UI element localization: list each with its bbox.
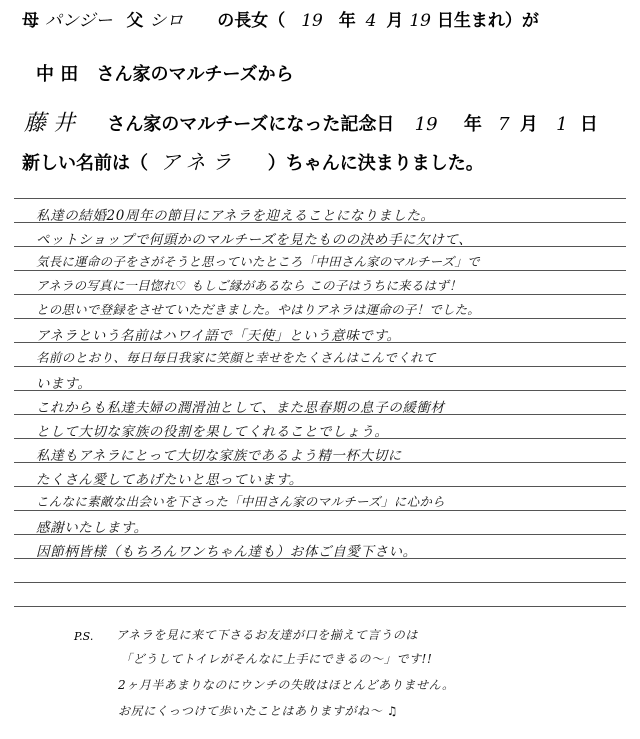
body-line: 気長に運命の子をさがそうと思っていたところ「中田さん家のマルチーズ」で — [36, 254, 480, 269]
ruled-line — [14, 582, 626, 583]
mother-label: 母 — [22, 11, 39, 31]
ruled-line — [14, 510, 626, 511]
birth-day: 19 — [409, 11, 431, 31]
adoption-year-unit: 年 — [463, 114, 482, 135]
ruled-line — [14, 390, 626, 391]
adoption-day-unit: 日 — [579, 114, 598, 135]
adoption-year: 19 — [414, 114, 438, 135]
body-line: アネラという名前はハワイ語で「天使」という意味です。 — [36, 328, 401, 344]
ruled-line — [14, 366, 626, 367]
header-line-3 — [24, 106, 598, 137]
body-line: 私達もアネラにとって大切な家族であるよう精一杯大切に — [36, 448, 402, 464]
adoption-month: 7 — [498, 114, 510, 135]
header-line-1 — [22, 6, 539, 31]
new-name-prefix: 新しい名前は（ — [22, 153, 148, 174]
month-unit: 月 — [386, 11, 404, 31]
ruled-line — [14, 318, 626, 319]
ps-line: お尻にくっつけて歩いたことはありますがね〜 ♫ — [118, 704, 399, 718]
ps-line: 「どうしてトイレがそんなに上手にできるの〜」です!! — [120, 652, 433, 666]
ruled-line — [14, 270, 626, 271]
header-line-4 — [22, 146, 484, 175]
body-line: います。 — [36, 376, 92, 392]
to-family-name: 藤 井 — [24, 111, 75, 136]
body-line: こんなに素敵な出会いを下さった「中田さん家のマルチーズ」に心から — [36, 494, 445, 509]
body-line: として大切な家族の役割を果してくれることでしょう。 — [36, 424, 389, 440]
new-name-suffix: ）ちゃんに決まりました。 — [267, 153, 484, 174]
eldest-daughter-text: の長女（ — [217, 11, 286, 31]
birth-suffix: 日生まれ）が — [436, 11, 539, 31]
ruled-line — [14, 198, 626, 199]
ps-label: P.S. — [74, 630, 94, 643]
ps-line: 2ヶ月半あまりなのにウンチの失敗はほとんどありません。 — [118, 678, 455, 692]
adoption-day: 1 — [556, 114, 568, 135]
from-family-name: 中 田 — [36, 64, 79, 85]
body-line: との思いで登録をさせていただきました。やはりアネラは運命の子！でした。 — [36, 302, 481, 317]
body-line: これからも私達夫婦の潤滑油として、また思春期の息子の緩衝材 — [36, 400, 445, 416]
father-label: 父 — [126, 11, 144, 31]
to-family-text: さん家のマルチーズになった記念日 — [107, 114, 395, 135]
adoption-month-unit: 月 — [519, 114, 538, 135]
body-line: ペットショップで何頭かのマルチーズを見たものの決め手に欠けて、 — [36, 232, 473, 248]
from-family-text: さん家のマルチーズから — [96, 64, 294, 85]
birth-year: 19 — [301, 11, 323, 31]
header-line-2 — [36, 60, 294, 86]
body-line: 感謝いたします。 — [36, 520, 148, 536]
body-line: アネラの写真に一目惚れ♡ もしご縁があるなら この子はうちに来るはず！ — [36, 278, 462, 293]
body-line: たくさん愛してあげたいと思っています。 — [36, 472, 303, 488]
mother-name: パンジー — [44, 11, 113, 31]
father-name: シロ — [149, 11, 184, 31]
body-line: 私達の結婚20周年の節目にアネラを迎えることになりました。 — [36, 208, 435, 224]
ruled-line — [14, 294, 626, 295]
ps-line: アネラを見に来て下さるお友達が口を揃えて言うのは — [116, 628, 418, 642]
birth-month: 4 — [365, 11, 377, 31]
ruled-line — [14, 606, 626, 607]
year-unit: 年 — [338, 11, 356, 31]
new-name: アネラ — [160, 150, 238, 174]
body-line: 因節柄皆様（もちろんワンちゃん達も）お体ご自愛下さい。 — [36, 544, 417, 560]
body-line: 名前のとおり、毎日毎日我家に笑顔と幸せをたくさんはこんでくれて — [36, 350, 436, 365]
